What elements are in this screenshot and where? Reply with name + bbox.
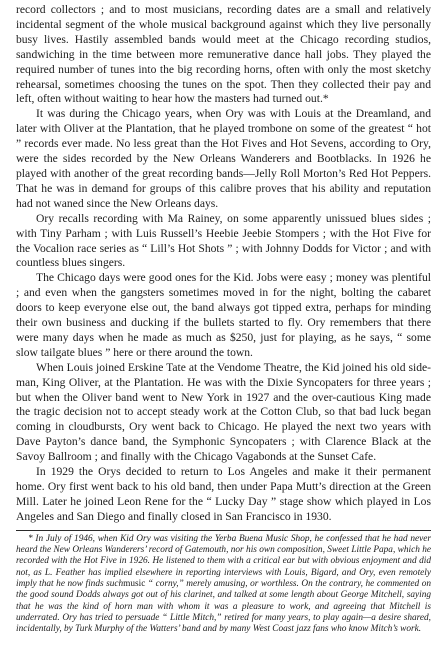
footnote-text-part: “ corny,” merely amusing, or worthless. On the contrary, he commented on the good sound Dodds always got out of his clarinet, and talked at some length about George Mitchell, saying that he was the kind of horn man with whom it was a pleasure to work, and agreeing that Mitchell is underrated. Ory has tried to persuade “ Little Mitch,” retired for many years, to play again—a desire shared, incidentally, by Turk Murphy of the Watters’ band and by many West Coast jazz fans who know Mitch’s work.	[16, 578, 431, 635]
paragraph: When Louis joined Erskine Tate at the Vendome Theatre, the Kid joined his old side-man, King Oliver, at the Plantation. He was with the Dixie Syncopaters for three years ; but when the Oliver band went to New York in 1927 and the over-cautious King made the tragic decision not to accept steady work at the Cotton Club, so that bad luck began coming in cloudbursts, Ory went back to Chicago. He played the next two years with Dave Payton’s dance band, the Symphonic Syncopaters ; with Clarence Black at the Savoy Ballroom ; and finally with the Chicago Vagabonds at the Sunset Cafe.	[16, 360, 431, 464]
footnote-text-part: * In July of 1946, when Kid Ory was visiting the Yerba Buena Music Shop, he confessed that he had never heard the New Orleans Wanderers’ record of Gatemouth, nor his own composition, Sweet Little Papa, which he recorded with the Hot Five in 1926. He listened to them with a critical ear but with obvious enjoyment and did not, as L. Feather has implied elsewhere in reporting interviews with Louis, Bigard, and Ory, even remotely imply that he now finds such	[16, 533, 431, 589]
paragraph: Ory recalls recording with Ma Rainey, on some apparently unissued blues sides ; with Tiny Parham ; with Luis Russell’s Heebie Jeebie Stompers ; with the Hot Five for the Vocalion race series as “ Lill’s Hot Shots ” ; with Johnny Dodds for Victor ; and with countless blues singers.	[16, 211, 431, 270]
paragraph: record collectors ; and to most musicians, recording dates are a small and relatively incidental segment of the whole musical background against which they live personally busy lives. Hastily assembled bands would meet at the Chicago recording studios, sandwiching in the time between more remunerative dance hall jobs. They played the required number of tunes into the big recording horns, often with only the most sketchy rehearsal, sometimes choosing the tunes on the spot. Then they collected their pay and left, often without waiting to hear how the masters had turned out.*	[16, 3, 431, 106]
footnote	[16, 534, 431, 636]
paragraph: The Chicago days were good ones for the Kid. Jobs were easy ; money was plentiful ; and even when the gangsters sometimes moved in for the night, bolting the cabaret doors to keep everyone else out, the band always got tipped extra, perhaps for minding their own business and ducking if the bullets started to fly. Ory remembers that there were many days when he made as much as $250, just for playing, as he says, “ some slow tailgate blues ” here or there around the town.	[16, 271, 431, 359]
paragraph: In 1929 the Orys decided to return to Los Angeles and make it their permanent home. Ory first went back to his old band, then under Papa Mutt’s direction at the Green Mill. Later he joined Leon Rene for the “ Lucky Day ” stage show which played in Los Angeles and San Diego and finally closed in San Francisco in 1930.	[16, 465, 431, 523]
book-page	[16, 3, 431, 635]
body-text	[16, 3, 431, 525]
footnote-text	[16, 534, 431, 636]
footnote-roman-word: music	[123, 578, 146, 589]
footnote-divider	[16, 530, 431, 531]
paragraph: It was during the Chicago years, when Ory was with Louis at the Dreamland, and later with Oliver at the Plantation, that he played trombone on some of the greatest “ hot ” records ever made. No less great than the Hot Fives and Hot Sevens, according to Ory, were the sides recorded by the New Orleans Wanderers and Bootblacks. In 1926 he played with another of the great recording bands—Jelly Roll Morton’s Red Hot Peppers. That he was in demand for groups of this calibre proves that his ability and reputation had not waned since the New Orleans days.	[16, 107, 431, 210]
